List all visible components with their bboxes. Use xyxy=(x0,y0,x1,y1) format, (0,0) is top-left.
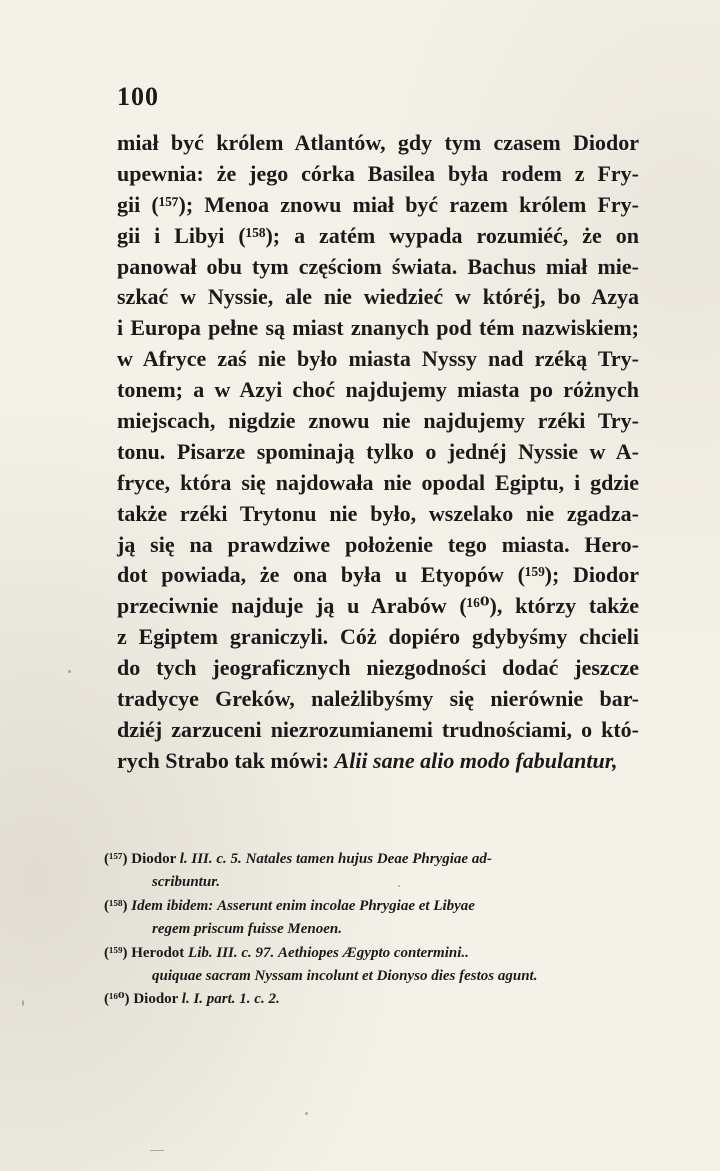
body-line: tonem; a w Azyi choć najdujemy miasta po różnych xyxy=(117,377,639,403)
body-line: panował obu tym częściom świata. Bachus miał mie- xyxy=(117,253,639,279)
body-line: miał być królem Atlantów, gdy tym czasem Diodor xyxy=(117,130,639,155)
footnote-author: Diodor xyxy=(133,991,179,1008)
paper-speck xyxy=(22,1000,24,1006)
body-line: gii i Libyi (¹⁵⁸); a zatém wypada rozumiéć, że on xyxy=(117,222,639,248)
latin-quote: Alii sane alio modo fabulantur, xyxy=(334,747,618,773)
body-line: upewnia: że jego córka Basilea była rodem z Fry- xyxy=(117,160,639,186)
body-line: szkać w Nyssie, ale nie wiedzieć w któréj, bo Azya xyxy=(117,284,639,310)
body-line: przeciwnie najduje ją u Arabów (¹⁶⁰), którzy także xyxy=(117,593,639,619)
footnote-mark: (¹⁵⁹) xyxy=(104,944,128,961)
paper-speck xyxy=(305,1112,308,1115)
body-line: tonu. Pisarze spominają tylko o jednéj Nyssie w A- xyxy=(117,438,639,464)
footnote-160 xyxy=(104,988,644,1011)
footnote-text: Asserunt enim incolae Phrygiae et Libyae xyxy=(217,897,475,914)
body-line: z Egiptem graniczyli. Cóż dopiéro gdybyśmy chcieli xyxy=(117,624,639,650)
body-last-line xyxy=(117,746,639,777)
body-line: ją się na prawdziwe położenie tego miasta. Hero- xyxy=(117,531,639,557)
footnote-continuation: scribuntur. xyxy=(152,874,220,891)
paper-speck xyxy=(398,885,400,887)
footnote-157 xyxy=(104,848,644,871)
footnote-ref: Idem ibidem: xyxy=(131,897,214,914)
footnote-mark: (¹⁵⁸) xyxy=(104,897,128,914)
footnote-text: Natales tamen hujus Deae Phrygiae ad- xyxy=(245,851,492,867)
footnote-continuation: quiquae sacram Nyssam incolunt et Dionyso dies festos agunt. xyxy=(152,967,538,984)
body-line: także rzéki Trytonu nie było, wszelako nie zgadza- xyxy=(117,500,639,526)
body-line: dot powiada, że ona była u Etyopów (¹⁵⁹); Diodor xyxy=(117,562,639,588)
body-line: fryce, która się najdowała nie opodal Egiptu, i gdzie xyxy=(117,469,639,495)
paper-speck xyxy=(68,670,71,673)
body-line: tradycye Greków, należlibyśmy się nierównie bar- xyxy=(117,686,639,712)
page-number: 100 xyxy=(117,82,159,111)
footnote-continuation: regem priscum fuisse Menoen. xyxy=(152,921,343,938)
footnote-author: Herodot xyxy=(131,944,185,961)
footnote-ref: Lib. III. c. 97. xyxy=(188,944,275,961)
body-line: dziéj zarzuceni niezrozumianemi trudnościami, o któ- xyxy=(117,716,639,742)
footnote-159 xyxy=(104,942,644,965)
footnote-ref: l. III. c. 5. xyxy=(179,851,242,867)
footnote-ref: l. I. part. 1. c. 2. xyxy=(181,991,280,1008)
footnote-mark: (¹⁶⁰) xyxy=(104,991,130,1008)
paper-speck xyxy=(150,1150,164,1151)
footnote-text: Aethiopes Ægypto contermini.. xyxy=(278,944,469,961)
footnote-mark: (¹⁵⁷) xyxy=(104,851,128,867)
body-text xyxy=(117,128,639,777)
footnotes xyxy=(104,848,644,1012)
body-line: do tych jeograficznych niezgodności dodać jeszcze xyxy=(117,655,639,681)
body-line: miejscach, nigdzie znowu nie najdujemy rzéki Try- xyxy=(117,408,639,434)
body-line: i Europa pełne są miast znanych pod tém nazwiskiem; xyxy=(117,315,639,341)
body-last-line-text: rych Strabo tak mówi: xyxy=(117,747,335,773)
footnote-author: Diodor xyxy=(131,851,176,867)
footnote-158 xyxy=(104,895,644,918)
body-line: w Afryce zaś nie było miasta Nyssy nad rzéką Try- xyxy=(117,346,639,372)
body-line: gii (¹⁵⁷); Menoa znowu miał być razem królem Fry- xyxy=(117,191,639,217)
